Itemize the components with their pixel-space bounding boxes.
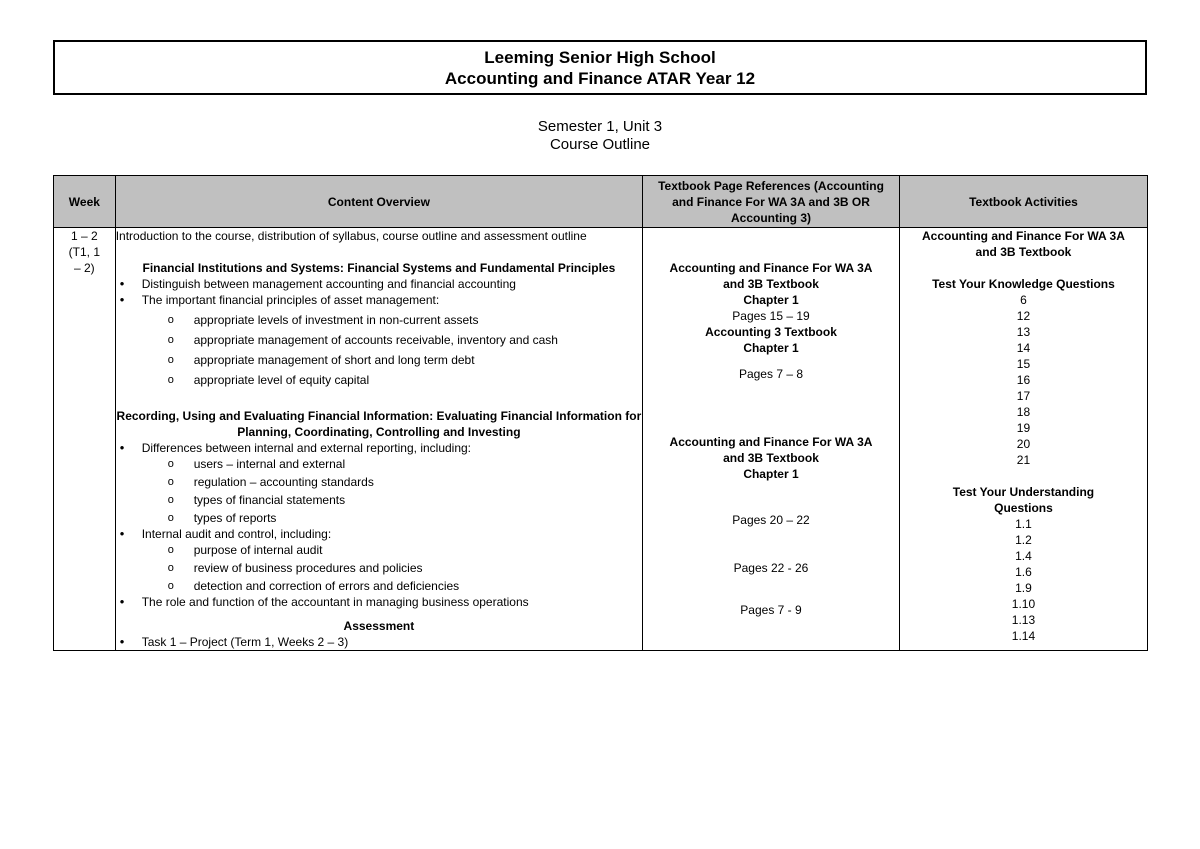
document-label: Course Outline <box>549 136 651 153</box>
week-value: 1 – 2 (T1, 1 – 2) <box>68 229 101 275</box>
list-item: 1.6 <box>1015 565 1032 579</box>
activities-cell <box>899 228 1147 651</box>
knowledge-heading: Test Your Knowledge Questions <box>932 277 1115 291</box>
title-box <box>53 40 1147 95</box>
course-name: Accounting and Finance ATAR Year 12 <box>444 69 756 88</box>
list-item: o users – internal and external <box>116 456 642 472</box>
school-name: Leeming Senior High School <box>484 48 716 67</box>
header-activities: Textbook Activities <box>899 176 1147 228</box>
ref-pages-5: Pages 7 - 9 <box>740 603 802 617</box>
ref-book-3: Accounting and Finance For WA 3A and 3B Textbook <box>669 435 873 465</box>
list-item: 14 <box>1016 341 1031 355</box>
list-item: 6 <box>1020 293 1027 307</box>
ref-book-2: Accounting 3 Textbook <box>705 325 837 339</box>
ref-pages-3: Pages 20 – 22 <box>732 513 810 527</box>
list-item: 1.4 <box>1015 549 1032 563</box>
list-item: 1.13 <box>1011 613 1036 627</box>
list-item: 12 <box>1016 309 1031 323</box>
list-item: 19 <box>1016 421 1031 435</box>
list-item: • Task 1 – Project (Term 1, Weeks 2 – 3) <box>116 634 642 650</box>
list-item: o types of financial statements <box>116 492 642 508</box>
list-item: o appropriate level of equity capital <box>116 372 642 388</box>
header-content: Content Overview <box>115 176 642 228</box>
list-item: 1.2 <box>1015 533 1032 547</box>
list-item: o detection and correction of errors and deficiencies <box>116 578 642 594</box>
list-item: o appropriate management of accounts receivable, inventory and cash <box>116 332 642 348</box>
ref-pages-1: Pages 15 – 19 <box>732 309 810 323</box>
list-item: • The important financial principles of asset management: <box>116 292 642 308</box>
list-item: o regulation – accounting standards <box>116 474 642 490</box>
list-item: 15 <box>1016 357 1031 371</box>
list-item: • Internal audit and control, including: <box>116 526 642 542</box>
semester-label: Semester 1, Unit 3 <box>537 118 663 135</box>
week-cell <box>54 228 116 651</box>
understanding-heading: Test Your Understanding Questions <box>952 485 1095 515</box>
section2-heading: Recording, Using and Evaluating Financial Information: Evaluating Financial Information for Planning, Coordinating, Controlling and Investing <box>116 409 642 439</box>
list-item: o review of business procedures and policies <box>116 560 642 576</box>
list-item: 1.9 <box>1015 581 1032 595</box>
list-item: o appropriate management of short and long term debt <box>116 352 642 368</box>
content-cell <box>115 228 642 651</box>
act-book: Accounting and Finance For WA 3A and 3B Textbook <box>922 229 1125 259</box>
understanding-list <box>900 516 1147 644</box>
ref-chapter-3: Chapter 1 <box>743 467 799 481</box>
list-item: o purpose of internal audit <box>116 542 642 558</box>
intro-text: Introduction to the course, distribution of syllabus, course outline and assessment outline <box>115 229 587 243</box>
ref-chapter-2: Chapter 1 <box>743 341 799 355</box>
references-cell <box>643 228 900 651</box>
table-row <box>54 228 1148 651</box>
course-outline-table <box>53 175 1148 651</box>
header-references: Textbook Page References (Accounting and Finance For WA 3A and 3B OR Accounting 3) <box>643 176 900 228</box>
list-item: 17 <box>1016 389 1031 403</box>
ref-pages-2: Pages 7 – 8 <box>738 367 804 381</box>
list-item: 16 <box>1016 373 1031 387</box>
list-item: o appropriate levels of investment in non-current assets <box>116 312 642 328</box>
list-item: o types of reports <box>116 510 642 526</box>
list-item: 1.14 <box>1011 629 1036 643</box>
assessment-heading: Assessment <box>343 619 415 633</box>
subtitle <box>53 118 1147 154</box>
list-item: 21 <box>1016 453 1031 467</box>
list-item: 1.1 <box>1015 517 1032 531</box>
table-header-row <box>54 176 1148 228</box>
ref-pages-4: Pages 22 - 26 <box>733 561 809 575</box>
list-item: 20 <box>1016 437 1031 451</box>
list-item: • Distinguish between management accounting and financial accounting <box>116 276 642 292</box>
list-item: 13 <box>1016 325 1031 339</box>
ref-chapter-1: Chapter 1 <box>743 293 799 307</box>
section1-heading: Financial Institutions and Systems: Financial Systems and Fundamental Principles <box>142 261 616 275</box>
list-item: 18 <box>1016 405 1031 419</box>
list-item: • The role and function of the accountant in managing business operations <box>116 594 642 610</box>
list-item: • Differences between internal and external reporting, including: <box>116 440 642 456</box>
header-week: Week <box>54 176 116 228</box>
knowledge-list <box>900 292 1147 468</box>
list-item: 1.10 <box>1011 597 1036 611</box>
ref-book-1: Accounting and Finance For WA 3A and 3B Textbook <box>669 261 873 291</box>
